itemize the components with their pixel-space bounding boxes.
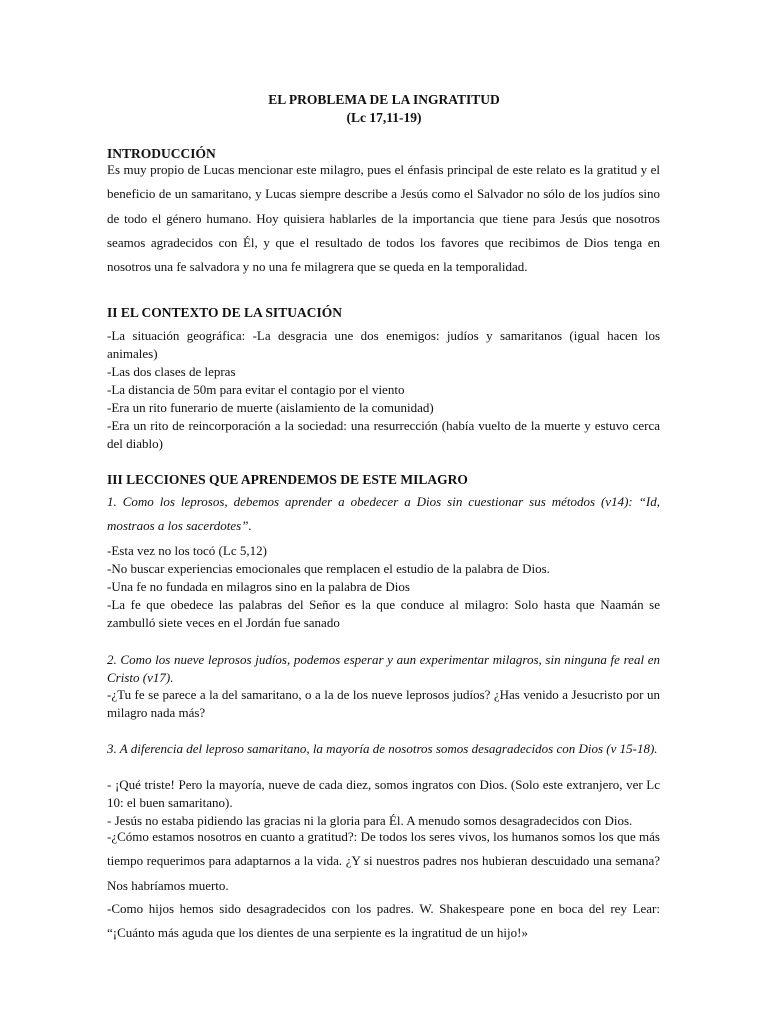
list-item: -La situación geográfica: -La desgracia une dos enemigos: judíos y samaritanos (igual hacen los animales) <box>107 328 660 361</box>
section-heading-contexto: II EL CONTEXTO DE LA SITUACIÓN <box>107 305 342 320</box>
list-item: -La distancia de 50m para evitar el contagio por el viento <box>107 382 405 397</box>
contexto-list <box>107 327 660 453</box>
list-item: -No buscar experiencias emocionales que remplacen el estudio de la palabra de Dios. <box>107 561 550 576</box>
leccion-1-title: 1. Como los leprosos, debemos aprender a obedecer a Dios sin cuestionar sus métodos (v14): “Id, mostraos a los sacerdotes”. <box>107 494 660 534</box>
list-item: -Era un rito de reincorporación a la sociedad: una resurrección (había vuelto de la muerte y estuvo cerca del diablo) <box>107 418 660 451</box>
leccion-3-title: 3. A diferencia del leproso samaritano, la mayoría de nosotros somos desagradecidos con Dios (v 15-18). <box>107 741 658 756</box>
list-item: - Jesús no estaba pidiendo las gracias ni la gloria para Él. A menudo somos desagradecidos con Dios. <box>107 813 633 828</box>
section-heading-lecciones: III LECCIONES QUE APRENDEMOS DE ESTE MILAGRO <box>107 472 468 487</box>
section-heading-introduccion: INTRODUCCIÓN <box>107 146 216 161</box>
document-subtitle: (Lc 17,11-19) <box>346 110 422 125</box>
introduccion-paragraph: Es muy propio de Lucas mencionar este milagro, pues el énfasis principal de este relato es la gratitud y el beneficio de un samaritano, y Lucas siempre describe a Jesús como el Salvador no sólo de los judíos sino de todo el género humano. Hoy quisiera hablarles de la importancia que tiene para Jesús que nosotros seamos agradecidos con Él, y que el resultado de todos los favores que recibimos de Dios tenga en nosotros una fe salvadora y no una fe milagrera que se queda en la temporalidad. <box>107 162 660 275</box>
list-item: -La fe que obedece las palabras del Señor es la que conduce al milagro: Solo hasta que Naamán se zambulló siete veces en el Jordán fue sanado <box>107 597 660 630</box>
leccion-3-paragraph-gratitud: -¿Cómo estamos nosotros en cuanto a gratitud?: De todos los seres vivos, los humanos somos los que más tiempo requerimos para adaptarnos a la vida. ¿Y si nuestros padres nos hubieran descuidado una semana? Nos habríamos muerto. <box>107 829 660 893</box>
list-item: -Una fe no fundada en milagros sino en la palabra de Dios <box>107 579 410 594</box>
leccion-2-title: 2. Como los nueve leprosos judíos, podemos esperar y aun experimentar milagros, sin ninguna fe real en Cristo (v17). <box>107 652 660 685</box>
leccion-2-list <box>107 686 660 722</box>
list-item: -¿Tu fe se parece a la del samaritano, o a la de los nueve leprosos judíos? ¿Has venido a Jesucristo por un milagro nada más? <box>107 687 660 720</box>
list-item: -Esta vez no los tocó (Lc 5,12) <box>107 543 267 558</box>
list-item: - ¡Qué triste! Pero la mayoría, nueve de cada diez, somos ingratos con Dios. (Solo este extranjero, ver Lc 10: el buen samaritano). <box>107 777 660 810</box>
document-title: EL PROBLEMA DE LA INGRATITUD <box>268 92 500 107</box>
leccion-3-paragraph-shakespeare: -Como hijos hemos sido desagradecidos con los padres. W. Shakespeare pone en boca del rey Lear: “¡Cuánto más aguda que los dientes de una serpiente es la ingratitud de un hijo!» <box>107 901 660 941</box>
list-item: -Era un rito funerario de muerte (aislamiento de la comunidad) <box>107 400 434 415</box>
list-item: -Las dos clases de lepras <box>107 364 236 379</box>
leccion-3-list <box>107 776 660 830</box>
leccion-1-list <box>107 542 660 632</box>
